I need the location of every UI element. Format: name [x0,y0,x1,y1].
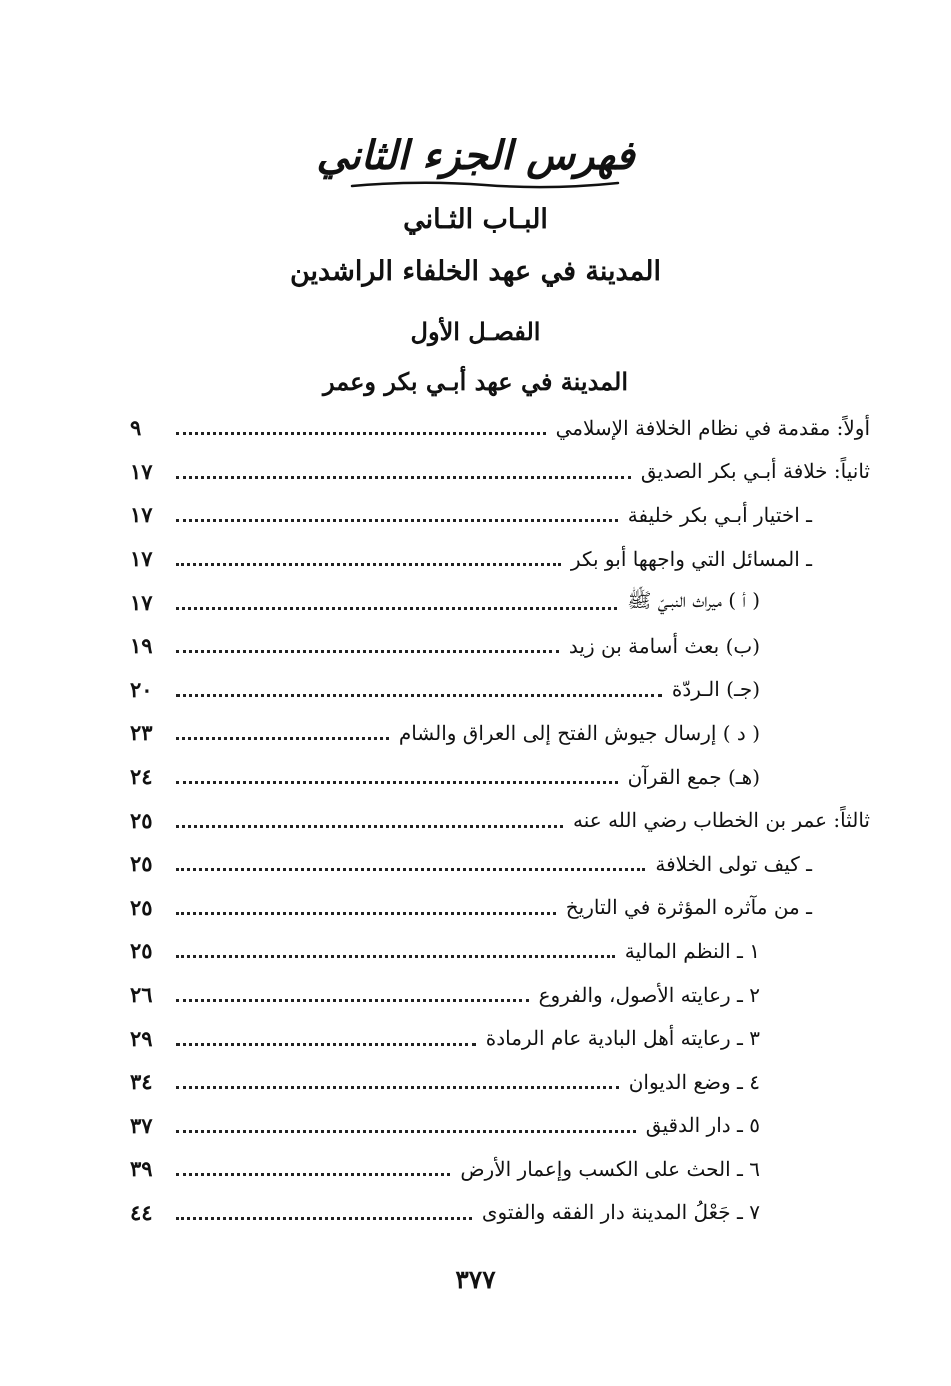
toc-entry-label: ٦ ـ الحث على الكسب وإعمار الأرض [460,1156,760,1181]
toc-entry-page-number: ١٧ [130,502,153,528]
toc-entry-label: ـ اختيار أبـي بكر خليفة [627,502,812,527]
toc-entry-page-number: ٢٤ [130,764,153,790]
toc-entry-label: ٤ ـ وضع الديوان [628,1069,760,1094]
toc-entry [130,973,870,1017]
toc-entry-label: ـ كيف تولى الخلافة [655,851,812,876]
dot-leader [176,1217,472,1220]
toc-entry-label: ـ من مآثره المؤثرة في التاريخ [565,895,812,920]
dot-leader [176,650,559,653]
toc-entry [130,537,870,581]
toc-entry [130,450,870,494]
toc-entry-label: ـ المسائل التي واجهها أبو بكر [570,546,812,571]
toc-entry [130,406,870,450]
section-title: الفصـل الأول [410,317,541,346]
toc-entry-page-number: ٣٤ [130,1069,153,1095]
toc-entry [130,798,870,842]
dot-leader [176,1086,619,1089]
toc-entry [130,755,870,799]
toc-entry-page-number: ٩ [130,415,142,441]
toc-entry [130,580,870,624]
toc-entry [130,711,870,755]
toc-entry [130,624,870,668]
dot-leader [176,432,546,435]
index-title: فهرس الجزء الثاني [316,132,635,179]
toc-entry [130,886,870,930]
toc-entry-page-number: ٢٥ [130,938,153,964]
toc-entry-page-number: ٣٩ [130,1156,153,1182]
table-of-contents [130,406,870,1234]
toc-entry-label: ( د ) إرسال جيوش الفتح إلى العراق والشام [398,720,760,745]
toc-entry-label: ( أ ) ميراث النبـيّ ﷺ [627,587,760,612]
toc-entry-page-number: ٢٥ [130,851,153,877]
chapter-subtitle: المدينة في عهد الخلفاء الراشدين [289,256,662,287]
dot-leader [176,607,617,610]
toc-entry [130,1016,870,1060]
toc-entry-label: ٧ ـ جَعْلُ المدينة دار الفقه والفتوى [481,1200,760,1225]
dot-leader [176,1130,636,1133]
toc-entry [130,493,870,537]
page-number: ٣٧٧ [455,1265,496,1294]
toc-entry-page-number: ٢٥ [130,807,153,833]
dot-leader [176,519,618,522]
dot-leader [176,912,556,915]
toc-entry-page-number: ١٧ [130,546,153,572]
toc-entry [130,929,870,973]
toc-entry-label: (ب) بعث أسامة بن زيد [568,633,760,658]
toc-entry-page-number: ١٧ [130,589,153,615]
toc-entry-page-number: ٢٦ [130,982,153,1008]
toc-entry [130,1060,870,1104]
toc-entry [130,1104,870,1148]
toc-entry-label: (جـ) الـردّة [671,677,760,702]
toc-entry-page-number: ٢٣ [130,720,153,746]
dot-leader [176,1043,476,1046]
section-subtitle: المدينة في عهد أبـي بكر وعمر [322,367,629,396]
toc-entry-page-number: ٢٠ [130,676,153,702]
toc-entry-page-number: ١٧ [130,458,153,484]
toc-entry [130,842,870,886]
toc-entry-label: ٣ ـ رعايته أهل البادية عام الرمادة [485,1026,760,1051]
toc-entry-label: ثانياً: خلافة أبـي بكر الصديق [640,459,870,484]
dot-leader [176,825,563,828]
dot-leader [176,476,631,479]
toc-entry-label: ثالثاً: عمر بن الخطاب رضي الله عنه [573,808,870,833]
dot-leader [176,1173,450,1176]
toc-entry-page-number: ٢٩ [130,1025,153,1051]
title-swash-ornament [350,178,620,190]
toc-entry-page-number: ٤٤ [130,1199,153,1225]
dot-leader [176,781,618,784]
dot-leader [176,563,561,566]
toc-entry [130,1147,870,1191]
chapter-title: البـاب الثـاني [403,204,548,235]
toc-entry-label: ١ ـ النظم المالية [624,938,760,963]
toc-entry [130,1191,870,1235]
toc-entry-label: (هـ) جمع القرآن [627,764,760,789]
dot-leader [176,999,529,1002]
toc-entry-label: أولاً: مقدمة في نظام الخلافة الإسلامي [555,415,870,440]
toc-entry-page-number: ٢٥ [130,894,153,920]
toc-entry-label: ٢ ـ رعايته الأصول، والفروع [538,982,760,1007]
dot-leader [176,955,615,958]
toc-entry [130,668,870,712]
toc-entry-page-number: ١٩ [130,633,153,659]
dot-leader [176,694,662,697]
dot-leader [176,868,645,871]
toc-entry-label: ٥ ـ دار الدقيق [645,1113,760,1138]
dot-leader [176,737,389,740]
toc-entry-page-number: ٣٧ [130,1112,153,1138]
